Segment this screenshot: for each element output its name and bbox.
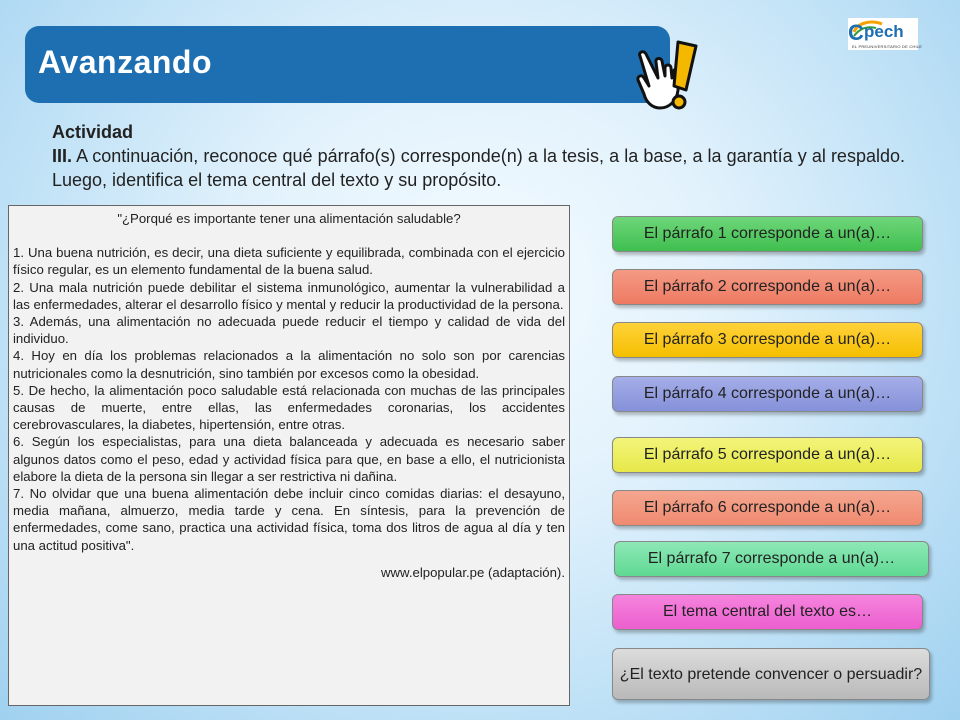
text-paragraph-1: 1. Una buena nutrición, es decir, una dieta suficiente y equilibrada, combinada con el ejercicio físico regular, es un elemento fundamental de la buena salud. xyxy=(13,245,565,278)
text-paragraph-7: 7. No olvidar que una buena alimentación debe incluir cinco comidas diarias: el desayuno, media mañana, almuerzo, media tarde y cena. En síntesis, para la prevención de enfermedades, come sano, practica una actividad física, toma dos litros de agua al día y ten una actitud positiva". xyxy=(13,486,565,553)
text-paragraph-5: 5. De hecho, la alimentación poco saludable está relacionada con muchas de las principales causas de muerte, entre ellas, las enfermedades coronarias, los accidentes cerebrovasculares, la diabetes, hipertensión, entre otras. xyxy=(13,382,565,433)
paragraph-2-button[interactable]: El párrafo 2 corresponde a un(a)… xyxy=(612,269,923,305)
text-paragraph-2: 2. Una mala nutrición puede debilitar el sistema inmunológico, aumentar la vulnerabilidad a las enfermedades, alterar el desarrollo físico y mental y reducir la productividad de la persona. xyxy=(13,279,565,312)
activity-text: A continuación, reconoce qué párrafo(s) corresponde(n) a la tesis, a la base, a la garantía y al respaldo. Luego, identifica el tema central del texto y su propósito. xyxy=(52,146,905,190)
text-paragraph-4: 4. Hoy en día los problemas relacionados a la alimentación no solo son por carencias nutricionales como la desnutrición, sino también por excesos como la obesidad. xyxy=(13,348,565,381)
page-title: Avanzando xyxy=(38,44,212,80)
logo-brand: pech xyxy=(864,22,904,41)
paragraph-1-button[interactable]: El párrafo 1 corresponde a un(a)… xyxy=(612,216,923,252)
logo-tagline: EL PREUNIVERSITARIO DE CHILE xyxy=(852,44,923,49)
reading-text-box xyxy=(8,205,570,706)
cpech-logo xyxy=(848,18,923,50)
logo-letter-c: C xyxy=(848,20,864,45)
central-theme-button[interactable]: El tema central del texto es… xyxy=(612,594,923,630)
paragraph-4-button[interactable]: El párrafo 4 corresponde a un(a)… xyxy=(612,376,923,412)
activity-title: Actividad xyxy=(52,122,134,142)
text-paragraph-3: 3. Además, una alimentación no adecuada puede reducir el tiempo y calidad de vida del individuo. xyxy=(13,314,565,347)
text-paragraph-6: 6. Según los especialistas, para una dieta balanceada y adecuada es necesario saber algunos datos como el peso, edad y actividad física para que, en base a ello, el nutricionista elabore la dieta de la persona sin llegar a ser restrictiva ni dañina. xyxy=(13,434,565,484)
text-source: www.elpopular.pe (adaptación). xyxy=(380,564,565,580)
pointing-hand-exclamation-icon xyxy=(632,38,704,118)
paragraph-3-button[interactable]: El párrafo 3 corresponde a un(a)… xyxy=(612,322,923,358)
paragraph-6-button[interactable]: El párrafo 6 corresponde a un(a)… xyxy=(612,490,923,526)
paragraph-5-button[interactable]: El párrafo 5 corresponde a un(a)… xyxy=(612,437,923,473)
activity-number: III. xyxy=(52,146,73,166)
text-title: "¿Porqué es importante tener una alimentación saludable? xyxy=(117,211,461,226)
activity-instructions xyxy=(52,144,905,192)
paragraph-7-button[interactable]: El párrafo 7 corresponde a un(a)… xyxy=(614,541,929,577)
activity-block xyxy=(52,120,905,192)
purpose-button[interactable]: ¿El texto pretende convencer o persuadir? xyxy=(612,648,930,700)
